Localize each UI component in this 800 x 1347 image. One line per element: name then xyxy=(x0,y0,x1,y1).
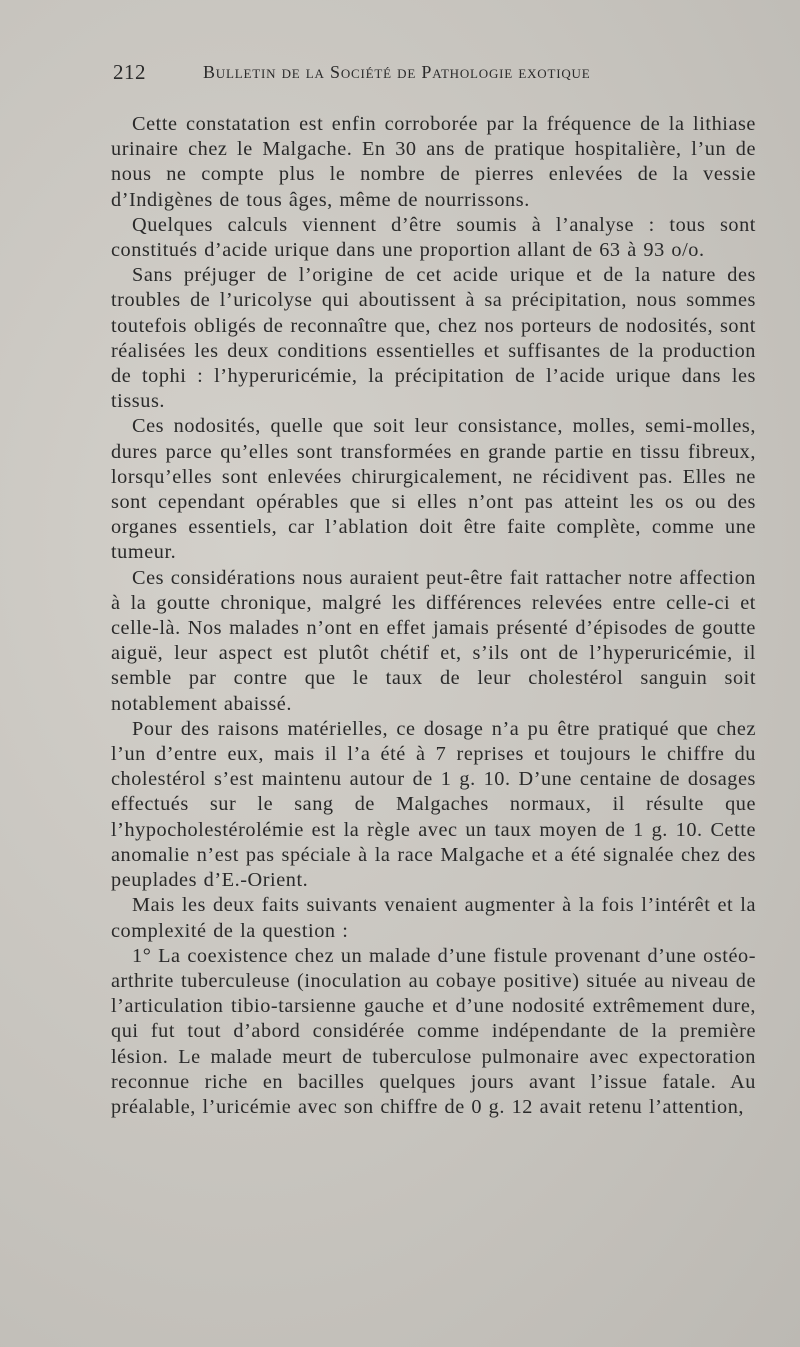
page-header xyxy=(113,58,753,94)
paragraph-lithiase: Cette constatation est enfin corroborée par la fréquence de la lithiase urinaire chez le Malgache. En 30 ans de pratique hospitalière, l’un de nous ne compte plus le nombre de pierres enlevées de la vessie d’Indigènes de tous âges, même de nourrissons. xyxy=(111,113,756,211)
paragraph-nodosites: Ces nodosités, quelle que soit leur consistance, molles, semi-molles, dures parce qu’elles sont transformées en grande partie en tissu fibreux, lorsqu’elles sont enlevées chirurgicalement, ne récidivent pas. Elles ne sont cependant opérables que si elles n’ont pas atteint les os ou des organes essentiels, car l’ablation doit être faite complète, comme une tumeur. xyxy=(111,415,756,564)
running-title: Bulletin de la Société de Pathologie exotique xyxy=(203,62,591,82)
page-number: 212 xyxy=(113,60,146,84)
paragraph-calculs: Quelques calculs viennent d’être soumis à l’analyse : tous sont constitués d’acide urique dans une proportion allant de 63 à 93 o/o. xyxy=(111,213,756,262)
paragraph-considerations: Ces considérations nous auraient peut-être fait rattacher notre affection à la goutte chronique, malgré les différences relevées entre celle-ci et celle-là. Nos malades n’ont en effet jamais présenté d’épisodes de goutte aiguë, leur aspect est plutôt chétif et, s’ils ont de l’hyperuricémie, il semble par contre que le taux de leur cholestérol sanguin soit notablement abaissé. xyxy=(111,566,756,715)
paragraph-prejuger: Sans préjuger de l’origine de cet acide urique et de la nature des troubles de l’uricolyse qui aboutissent à sa précipitation, nous sommes toutefois obligés de reconnaître que, chez nos porteurs de nodosités, sont réalisées les deux conditions essentielles et suffisantes de la production de tophi : l’hyperuricémie, la précipitation de l’acide urique dans les tissus. xyxy=(111,264,756,413)
paragraph-deux-faits: Mais les deux faits suivants venaient augmenter à la fois l’intérêt et la complexité de la question : xyxy=(111,894,756,942)
paragraph-dosage: Pour des raisons matérielles, ce dosage n’a pu être pratiqué que chez l’un d’entre eux, mais il l’a été à 7 reprises et toujours le chiffre du cholestérol s’est maintenu autour de 1 g. 10. D’une centaine de dosages effectués sur le sang de Malgaches normaux, il résulte que l’hypocholestérolémie est la règle avec un taux moyen de 1 g. 10. Cette anomalie n’est pas spéciale à la race Malgache et a été signalée chez des peuplades d’E.-Orient. xyxy=(111,717,756,892)
article-body xyxy=(111,112,756,1120)
paragraph-coexistence: 1° La coexistence chez un malade d’une fistule provenant d’une ostéo-arthrite tuberculeuse (inoculation au cobaye positive) située au niveau de l’articulation tibio-tarsienne gauche et d’une nodosité extrêmement dure, qui fut tout d’abord considérée comme indépendante de la première lésion. Le malade meurt de tuberculose pulmonaire avec expectoration reconnue riche en bacilles quelques jours avant l’issue fatale. Au préalable, l’uricémie avec son chiffre de 0 g. 12 avait retenu l’attention, xyxy=(111,944,756,1118)
